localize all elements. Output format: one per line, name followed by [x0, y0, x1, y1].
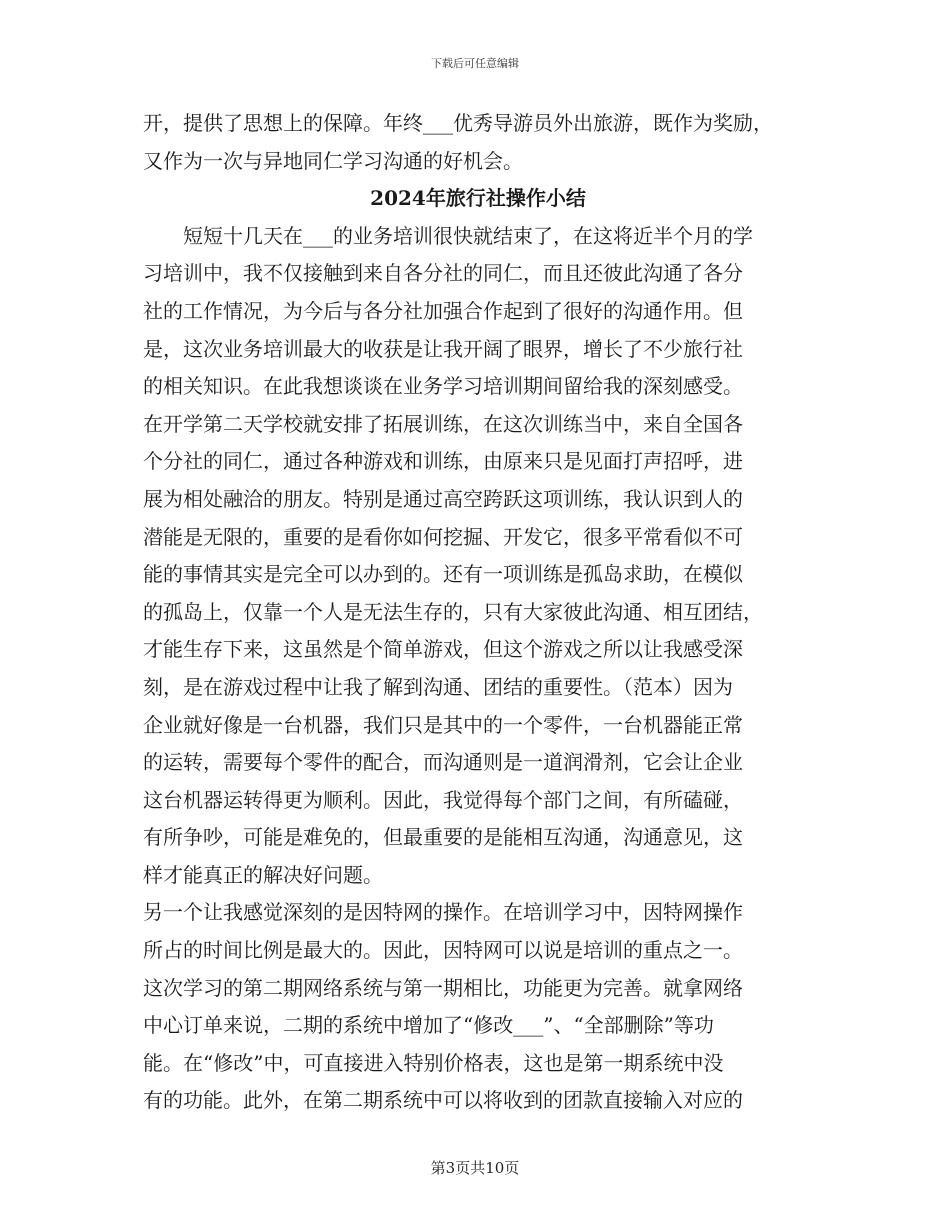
- text-line: 样才能真正的解决好问题。: [143, 862, 383, 887]
- page-header: 下载后可任意编辑: [431, 57, 519, 70]
- text-line: 又作为一次与异地同仁学习沟通的好机会。: [143, 148, 523, 173]
- text-line: 的孤岛上，仅靠一个人是无法生存的，只有大家彼此沟通、相互团结，: [143, 599, 763, 624]
- text-line: 短短十几天在___的业务培训很快就结束了，在这将近半个月的学: [183, 223, 753, 248]
- text-line: 是，这次业务培训最大的收获是让我开阔了眼界，增长了不少旅行社: [143, 336, 743, 361]
- text-line: 在开学第二天学校就安排了拓展训练，在这次训练当中，来自全国各: [143, 411, 743, 436]
- text-line: 所占的时间比例是最大的。因此，因特网可以说是培训的重点之一。: [143, 938, 743, 963]
- text-line: 能。在“修改”中，可直接进入特别价格表，这也是第一期系统中没: [143, 1050, 724, 1075]
- text-line: 潜能是无限的，重要的是看你如何挖掘、开发它，很多平常看似不可: [143, 524, 743, 549]
- text-line: 的相关知识。在此我想谈谈在业务学习培训期间留给我的深刻感受。: [143, 374, 743, 399]
- page-footer: 第3页共10页: [430, 1159, 520, 1177]
- text-line: 展为相处融洽的朋友。特别是通过高空跨跃这项训练，我认识到人的: [143, 486, 743, 511]
- text-line: 另一个让我感觉深刻的是因特网的操作。在培训学习中，因特网操作: [143, 900, 743, 925]
- text-line: 有的功能。此外，在第二期系统中可以将收到的团款直接输入对应的: [143, 1088, 743, 1113]
- document-body: [143, 105, 813, 1120]
- text-line: 刻，是在游戏过程中让我了解到沟通、团结的重要性。（范本）因为: [143, 674, 733, 699]
- text-line: 这台机器运转得更为顺利。因此，我觉得每个部门之间，有所磕碰，: [143, 787, 743, 812]
- text-line: 有所争吵，可能是难免的，但最重要的是能相互沟通，沟通意见，这: [143, 825, 743, 850]
- text-line: 社的工作情况，为今后与各分社加强合作起到了很好的沟通作用。但: [143, 298, 743, 323]
- text-line: 中心订单来说，二期的系统中增加了“修改___”、“全部删除”等功: [143, 1013, 714, 1038]
- section-title: 2024年旅行社操作小结: [370, 186, 586, 211]
- text-line: 习培训中，我不仅接触到来自各分社的同仁，而且还彼此沟通了各分: [143, 261, 743, 286]
- text-line: 开，提供了思想上的保障。年终___优秀导游员外出旅游，既作为奖励，: [143, 111, 773, 135]
- text-line: 这次学习的第二期网络系统与第一期相比，功能更为完善。就拿网络: [143, 975, 743, 1000]
- text-line: 才能生存下来，这虽然是个简单游戏，但这个游戏之所以让我感受深: [143, 637, 743, 662]
- text-line: 企业就好像是一台机器，我们只是其中的一个零件，一台机器能正常: [143, 712, 743, 737]
- text-line: 的运转，需要每个零件的配合，而沟通则是一道润滑剂，它会让企业: [143, 750, 743, 775]
- text-line: 能的事情其实是完全可以办到的。还有一项训练是孤岛求助，在模似: [143, 562, 743, 587]
- text-line: 个分社的同仁，通过各种游戏和训练，由原来只是见面打声招呼，进: [143, 449, 743, 474]
